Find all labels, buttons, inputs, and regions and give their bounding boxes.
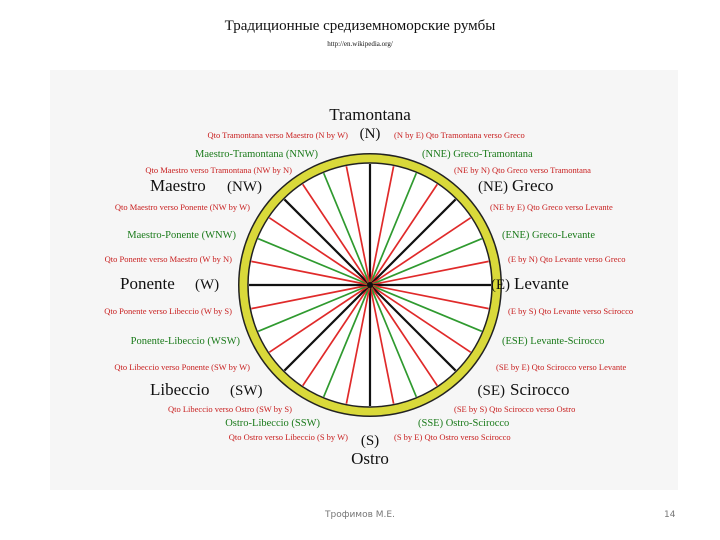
half-wind-label: (SSE) Ostro-Scirocco [418, 418, 510, 429]
slide-footer-author: Трофимов М.Е. [325, 510, 395, 520]
half-wind-label: Maestro-Tramontana (NNW) [195, 149, 318, 160]
half-wind-label: Maestro-Ponente (WNW) [127, 230, 236, 241]
quarter-wind-label: (NE by N) Qto Greco verso Tramontana [454, 165, 591, 175]
rose-center [367, 282, 373, 288]
quarter-wind-label: Qto Tramontana verso Maestro (N by W) [207, 130, 348, 140]
intercardinal-name-greco: Greco [512, 176, 554, 195]
quarter-wind-label: (NE by E) Qto Greco verso Levante [490, 202, 613, 212]
intercardinal-abbr-libeccio: (SW) [230, 383, 263, 399]
quarter-wind-label: (E by N) Qto Levante verso Greco [508, 254, 626, 264]
quarter-wind-label: (E by S) Qto Levante verso Scirocco [508, 306, 634, 316]
slide-number: 14 [664, 510, 676, 520]
half-wind-label: (ESE) Levante-Scirocco [502, 336, 605, 347]
source-url[interactable]: http://en.wikipedia.org/ [327, 40, 393, 48]
cardinal-name-levante: Levante [514, 274, 569, 293]
cardinal-abbr-ostro: (S) [360, 433, 380, 449]
cardinal-name-ostro: Ostro [351, 449, 389, 468]
intercardinal-abbr-scirocco: (SE) [477, 383, 505, 399]
intercardinal-abbr-maestro: (NW) [227, 179, 262, 195]
intercardinal-name-maestro: Maestro [150, 176, 206, 195]
intercardinal-abbr-greco: (NE) [478, 179, 508, 195]
slide-title: Традиционные средиземноморские румбы [224, 18, 496, 34]
half-wind-label: Ostro-Libeccio (SSW) [225, 418, 320, 429]
wind-rose-diagram [50, 70, 678, 490]
quarter-wind-label: Qto Libeccio verso Ostro (SW by S) [167, 404, 292, 414]
cardinal-name-ponente: Ponente [120, 274, 175, 293]
quarter-wind-label: (SE by S) Qto Scirocco verso Ostro [454, 404, 576, 414]
quarter-wind-label: Qto Ostro verso Libeccio (S by W) [228, 432, 348, 442]
half-wind-label: (ENE) Greco-Levante [502, 230, 595, 241]
quarter-wind-label: Qto Ponente verso Libeccio (W by S) [104, 306, 232, 316]
cardinal-abbr-tramontana: (N) [359, 126, 381, 142]
quarter-wind-label: Qto Maestro verso Ponente (NW by W) [114, 202, 250, 212]
quarter-wind-label: (SE by E) Qto Scirocco verso Levante [496, 362, 627, 372]
quarter-wind-label: (S by E) Qto Ostro verso Scirocco [394, 432, 511, 442]
cardinal-abbr-levante: (E) [490, 277, 510, 293]
cardinal-abbr-ponente: (W) [195, 277, 220, 293]
quarter-wind-label: (N by E) Qto Tramontana verso Greco [394, 130, 525, 140]
quarter-wind-label: Qto Libeccio verso Ponente (SW by W) [114, 362, 250, 372]
quarter-wind-label: Qto Maestro verso Tramontana (NW by N) [145, 165, 292, 175]
cardinal-name-tramontana: Tramontana [329, 105, 411, 124]
wind-rose-figure [50, 70, 678, 490]
half-wind-label: (NNE) Greco-Tramontana [422, 149, 533, 160]
intercardinal-name-libeccio: Libeccio [150, 380, 210, 399]
half-wind-label: Ponente-Libeccio (WSW) [130, 336, 240, 347]
intercardinal-name-scirocco: Scirocco [510, 380, 570, 399]
quarter-wind-label: Qto Ponente verso Maestro (W by N) [104, 254, 232, 264]
